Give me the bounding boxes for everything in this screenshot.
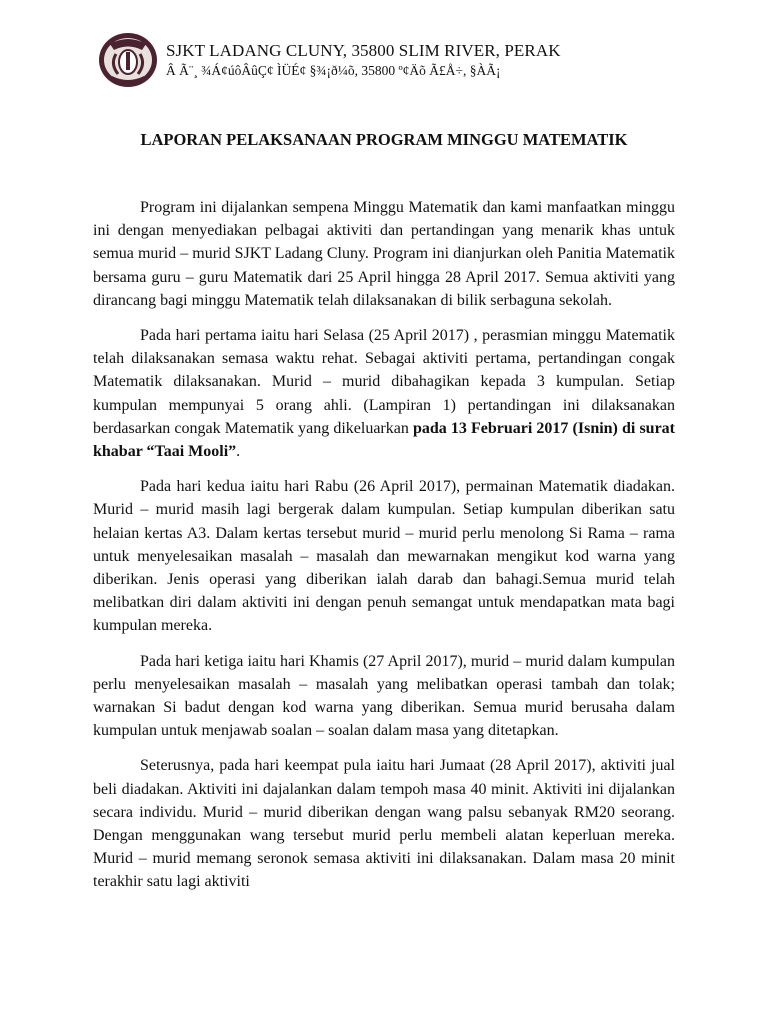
paragraph-day-three: Pada hari ketiga iaitu hari Khamis (27 April 2017), murid – murid dalam kumpulan perlu menyelesaikan masalah – masalah yang melibatkan operasi tambah dan tolak; warnakan Si badut dengan kod warna yang diberikan. Semua murid berusaha dalam kumpulan untuk menjawab soalan – soalan dalam masa yang ditetapkan. [93,652,675,740]
report-title: LAPORAN PELAKSANAAN PROGRAM MINGGU MATEMATIK [140,130,628,149]
school-name-header: SJKT LADANG CLUNY, 35800 SLIM RIVER, PERAK [166,41,561,60]
paragraph-day-four: Seterusnya, pada hari keempat pula iaitu hari Jumaat (28 April 2017), aktiviti jual beli diadakan. Aktiviti ini dajalankan dalam tempoh masa 40 minit. Aktiviti ini dijalankan secara individu. Murid – murid diberikan dengan wang palsu sebanyak RM20 seorang. Dengan menggunakan wang tersebut murid perlu membeli alatan keperluan mereka. Murid – murid memang seronok semasa aktiviti ini dilaksanakan. Dalam masa 20 minit terakhir satu lagi aktiviti [93,757,675,891]
paragraph-day-one-text: Pada hari pertama iaitu hari Selasa (25 April 2017) , perasmian minggu Matematik telah dilaksanakan semasa waktu rehat. Sebagai aktiviti pertama, pertandingan congak Matematik dilaksanakan. Murid – murid dibahagikan kepada 3 kumpulan. Setiap kumpulan mempunyai 5 orang ahli. (Lampiran 1) pertandingan ini dilaksanakan berdasarkan congak Matematik yang dikeluarkan [93,327,675,437]
newspaper-reference: pada 13 Februari 2017 (Isnin) di surat khabar “Taai Mooli” [93,419,675,461]
paragraph-day-two: Pada hari kedua iaitu hari Rabu (26 April 2017), permainan Matematik diadakan. Murid – murid masih lagi bergerak dalam kumpulan. Setiap kumpulan diberikan satu helaian kertas A3. Dalam kertas tersebut murid – murid perlu menolong Si Rama – rama untuk menyelesaikan masalah – masalah dan mewarnakan mengikut kod warna yang diberikan. Jenis operasi yang diberikan ialah darab dan bahagi.Semua murid telah melibatkan diri dalam aktiviti ini dengan penuh semangat untuk mendapatkan mata bagi kumpulan mereka. [93,478,675,635]
paragraph-intro: Program ini dijalankan sempena Minggu Matematik dan kami manfaatkan minggu ini dengan menyediakan pelbagai aktiviti dan pertandingan yang menarik khas untuk semua murid – murid SJKT Ladang Cluny. Program ini dianjurkan oleh Panitia Matematik bersama guru – guru Matematik dari 25 April hingga 28 April 2017. Semua aktiviti yang dirancang bagi minggu Matematik telah dilaksanakan di bilik serbaguna sekolah. [93,199,675,309]
paragraph-day-one [93,324,675,463]
report-body [93,196,675,906]
school-name-tamil-header: Â Ã¨¸ ¾Á¢úôÂûÇ¢ ÌÜÉ¢ §¾¡ð¼õ, 35800 º¢Äõ Ã£Å÷, §ÀÃ¡ [166,63,501,78]
paragraph-day-one-end: . [236,443,241,461]
school-crest-logo [96,30,160,90]
